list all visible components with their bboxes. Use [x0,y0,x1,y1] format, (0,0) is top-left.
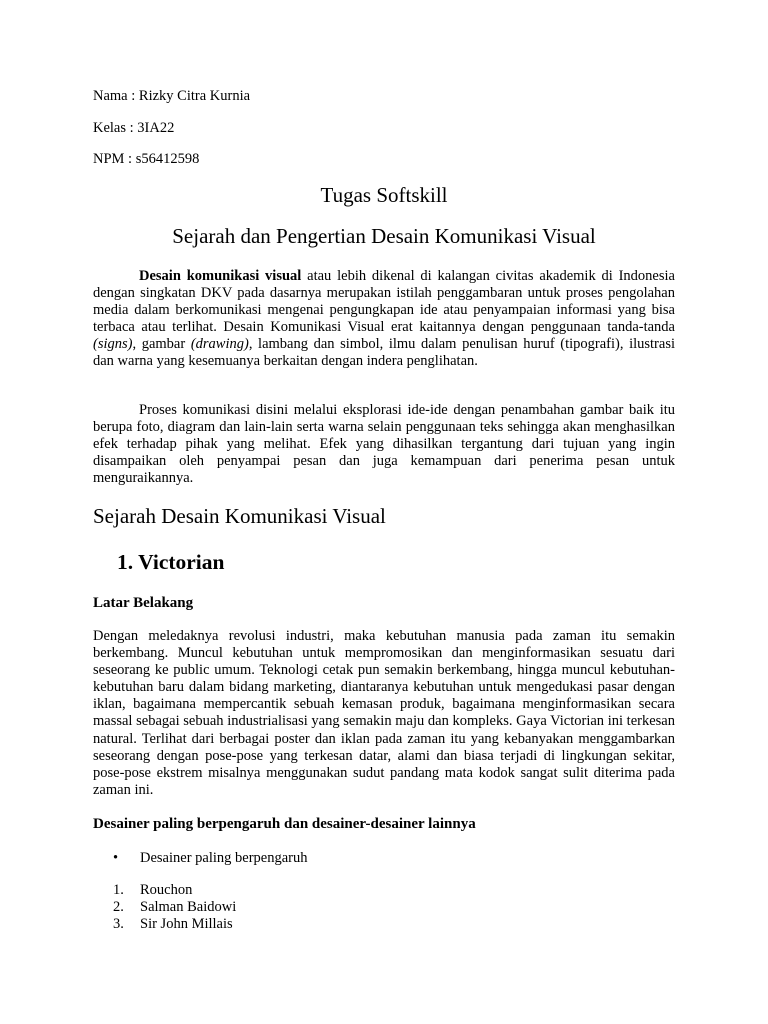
dkv-term: Desain komunikasi visual [139,268,302,284]
student-class: Kelas : 3IA22 [93,120,175,136]
designer-name: Sir John Millais [140,916,233,932]
intro-p1-text-b: , gambar [132,336,191,353]
intro-p2-text: Proses komunikasi disini melalui eksplorasi ide-ide dengan penambahan gambar baik itu berupa foto, diagram dan lain-lain serta warna selain penggunaan teks sehingga akan menghasilkan efek terhadap pihak yang melihat. Efek yang dihasilkan tergantung dari tujuan yang ingin disampaikan oleh penyampai pesan dan juga kemampuan dari penerima pesan untuk menguraikannya. [93,402,675,487]
designer-list-item [113,882,192,899]
designer-name: Salman Baidowi [140,899,237,915]
bullet-item-label: Desainer paling berpengaruh [140,850,308,866]
intro-paragraph-1 [93,268,675,371]
document-subtitle: Sejarah dan Pengertian Desain Komunikasi Visual [172,224,596,248]
latar-belakang-heading: Latar Belakang [93,595,194,611]
designer-list-item [113,899,236,916]
designer-list-item [113,916,233,933]
intro-p1-text-a: atau lebih dikenal di kalangan civitas akademik di Indonesia dengan singkatan DKV pada dasarnya merupakan istilah penggambaran untuk proses pengolahan media dalam berkomunikasi mengenai pengungkapan ide atau penyampaian informasi yang bisa terbaca atau terlihat. Desain Komunikasi Visual erat kaitannya dengan penggunaan tanda-tanda [93,268,675,336]
signs-term: (signs) [93,336,133,353]
desainer-heading: Desainer paling berpengaruh dan desainer-desainer lainnya [93,816,476,832]
subsection-heading-victorian: 1. Victorian [117,550,225,574]
list-number: 2. [113,899,124,915]
document-title: Tugas Softskill [320,183,448,207]
intro-paragraph-2 [93,402,675,487]
latar-belakang-paragraph: Dengan meledaknya revolusi industri, maka kebutuhan manusia pada zaman itu semakin berkembang. Muncul kebutuhan untuk mempromosikan dan menginformasikan sesuatu dari seseorang ke public umum. Teknologi cetak pun semakin berkembang, hingga muncul kebutuhan-kebutuhan baru dalam bidang marketing, diantaranya kebutuhan untuk mengedukasi pasar dengan iklan, bagaimana mempercantik sebuah kemasan produk, bagaimana menginformasikan secara massal sebagai sebuah industrialisasi yang semakin maju dan kompleks. Gaya Victorian ini terkesan natural. Terlihat dari berbagai poster dan iklan pada zaman itu yang kebanyakan menggambarkan seseorang dengan pose-pose yang terkesan datar, alami dan biasa terjadi di lingkungan sekitar, pose-pose ekstrem misalnya menggunakan sudut pandang mata kodok sangat sulit diterima pada zaman ini. [93,628,675,798]
list-number: 1. [113,882,124,898]
student-npm: NPM : s56412598 [93,151,200,167]
student-name: Nama : Rizky Citra Kurnia [93,88,251,104]
intro-p1-text-c: , lambang dan simbol, ilmu dalam penulisan huruf (tipografi), ilustrasi dan warna yang kesemuanya berkaitan dengan indera penglihatan. [93,336,675,370]
bullet-icon: • [113,850,119,866]
drawing-term: (drawing) [190,336,249,353]
designer-name: Rouchon [140,882,193,898]
list-number: 3. [113,916,124,932]
section-heading: Sejarah Desain Komunikasi Visual [93,504,386,528]
